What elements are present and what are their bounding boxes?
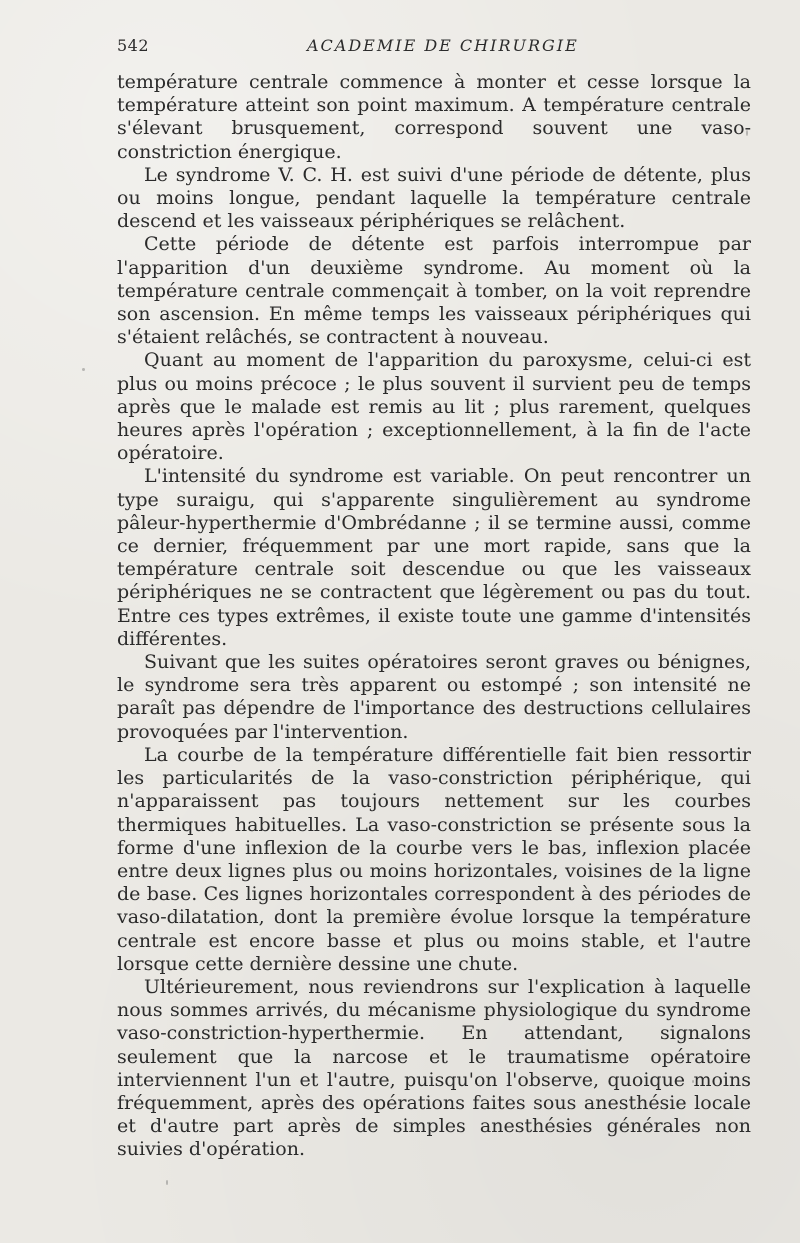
paragraph-1: température centrale commence à monter et cesse lorsque la température atteint son point maximum. A température centrale s'élevant brusquement, correspond souvent une vaso-constriction énergique. [117,71,751,163]
paragraph-5: L'intensité du syndrome est variable. On peut rencontrer un type suraigu, qui s'apparente singulièrement au syndrome pâleur-hyperthermie d'Ombrédanne ; il se termine aussi, comme ce dernier, fréquemment par une mort rapide, sans que la température centrale soit descendue ou que les vaisseaux périphériques ne se contractent que légèrement ou pas du tout. Entre ces types extrêmes, il existe toute une gamme d'intensités différentes. [117,465,751,650]
paragraph-4: Quant au moment de l'apparition du paroxysme, celui-ci est plus ou moins précoce ; le plus souvent il survient peu de temps après que le malade est remis au lit ; plus rarement, quelques heures après l'opération ; exceptionnellement, à la fin de l'acte opératoire. [117,349,751,465]
paragraph-6: Suivant que les suites opératoires seront graves ou bénignes, le syndrome sera très apparent ou estompé ; son intensité ne paraît pas dépendre de l'importance des destructions cellulaires provoquées par l'intervention. [117,651,751,743]
speck [82,368,85,371]
page-number: 542 [117,36,150,55]
running-title: ACADEMIE DE CHIRURGIE [307,36,579,55]
speck [166,1180,168,1185]
page-header [117,36,751,60]
paragraph-2: Le syndrome V. C. H. est suivi d'une période de détente, plus ou moins longue, pendant laquelle la température centrale descend et les vaisseaux périphériques se relâchent. [117,163,751,233]
paragraph-7: La courbe de la température différentielle fait bien ressortir les particularités de la vaso-constriction périphérique, qui n'apparaissent pas toujours nettement sur les courbes thermiques habituelles. La vaso-constriction se présente sous la forme d'une inflexion de la courbe vers le bas, inflexion placée entre deux lignes plus ou moins horizontales, voisines de la ligne de base. Ces lignes horizontales correspondent à des périodes de vaso-dilatation, dont la première évolue lorsque la température centrale est encore basse et plus ou moins stable, et l'autre lorsque cette dernière dessine une chute. [117,743,751,975]
paragraph-3: Cette période de détente est parfois interrompue par l'apparition d'un deuxième syndrome. Au moment où la température centrale commençait à tomber, on la voit reprendre son ascension. En même temps les vaisseaux périphériques qui s'étaient relâchés, se contractent à nouveau. [117,233,751,349]
body-text [117,71,751,1162]
paragraph-8: Ultérieurement, nous reviendrons sur l'explication à laquelle nous sommes arrivés, du mécanisme physiologique du syndrome vaso-constriction-hyperthermie. En attendant, signalons seulement que la narcose et le traumatisme opératoire interviennent l'un et l'autre, puisqu'on l'observe, quoique moins fréquemment, après des opérations faites sous anesthésie locale et d'autre part après de simples anesthésies générales non suivies d'opération. [117,975,751,1161]
